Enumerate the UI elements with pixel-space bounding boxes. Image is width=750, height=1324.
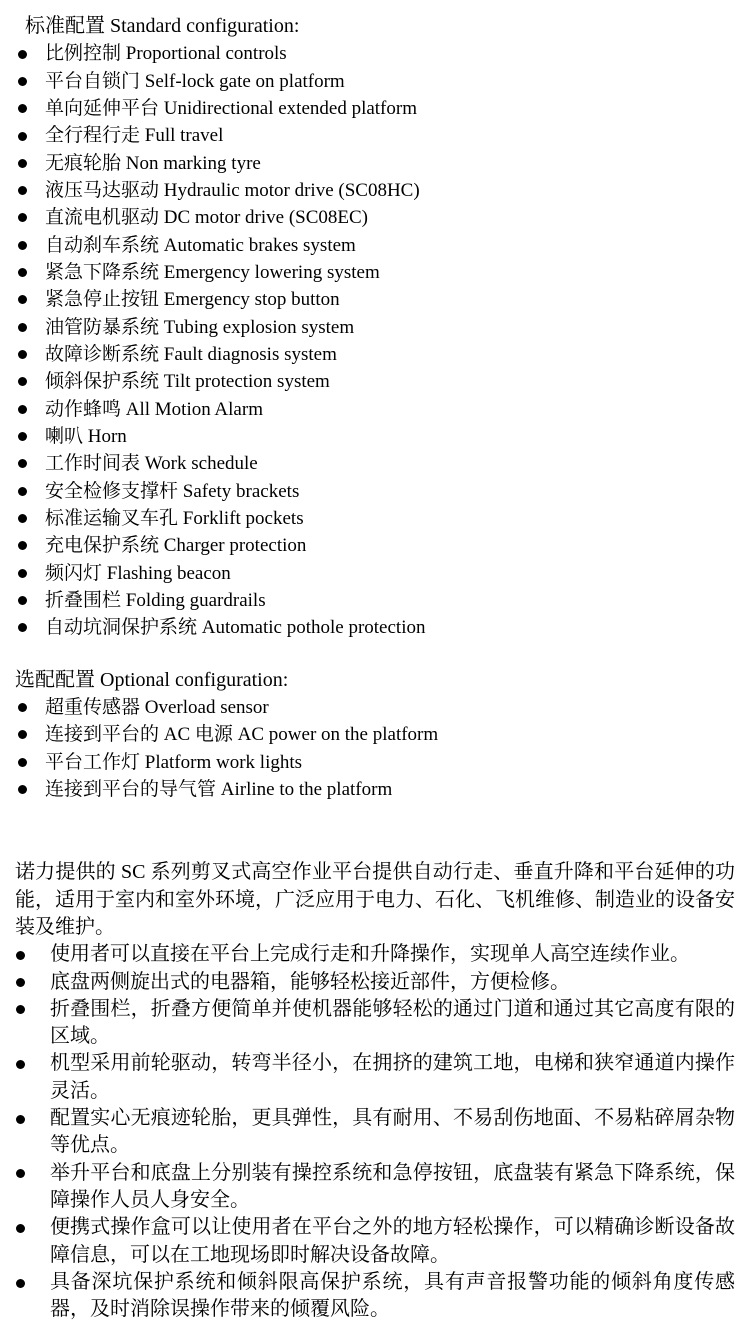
list-item — [15, 368, 750, 395]
list-item — [15, 396, 750, 423]
bullet-icon — [18, 596, 27, 605]
list-item-text: 液压马达驱动 Hydraulic motor drive (SC08HC) — [45, 179, 420, 201]
bullet-icon — [18, 758, 27, 767]
list-item-text: 自动坑洞保护系统 Automatic pothole protection — [45, 617, 426, 639]
list-item-text: 折叠围栏 Folding guardrails — [45, 589, 266, 611]
list-item-text: 便携式操作盒可以让使用者在平台之外的地方轻松操作，可以精确诊断设备故障信息，可以在工地现场即时解决设备故障。 — [50, 1216, 735, 1266]
bullet-icon — [18, 350, 27, 359]
bullet-icon — [18, 405, 27, 414]
list-item-text: 全行程行走 Full travel — [45, 125, 224, 147]
list-item-text: 配置实心无痕迹轮胎，更具弹性，具有耐用、不易刮伤地面、不易粘碎屑杂物等优点。 — [50, 1107, 735, 1157]
list-item-text: 充电保护系统 Charger protection — [45, 535, 307, 557]
standard-config-list — [0, 40, 750, 641]
list-item — [15, 341, 750, 368]
list-item — [15, 177, 750, 204]
list-item — [15, 232, 750, 259]
feature-list — [15, 941, 735, 1324]
list-item-text: 连接到平台的导气管 Airline to the platform — [45, 778, 393, 800]
list-item — [15, 941, 735, 968]
list-item-text: 超重传感器 Overload sensor — [45, 696, 269, 718]
list-item — [15, 259, 750, 286]
bullet-icon — [18, 541, 27, 550]
list-item — [15, 721, 750, 748]
bullet-icon — [18, 514, 27, 523]
list-item-text: 平台工作灯 Platform work lights — [45, 751, 303, 773]
list-item-text: 机型采用前轮驱动，转弯半径小，在拥挤的建筑工地，电梯和狭窄通道内操作灵活。 — [50, 1052, 735, 1102]
list-item — [15, 1269, 735, 1324]
bullet-icon — [18, 186, 27, 195]
bullet-icon — [18, 268, 27, 277]
list-item — [15, 1160, 735, 1215]
list-item — [15, 614, 750, 641]
list-item — [15, 314, 750, 341]
list-item — [15, 505, 750, 532]
list-item-text: 紧急下降系统 Emergency lowering system — [45, 261, 380, 283]
bullet-icon — [18, 77, 27, 86]
list-item-text: 平台自锁门 Self-lock gate on platform — [45, 70, 345, 92]
list-item — [15, 204, 750, 231]
list-item — [15, 1105, 735, 1160]
bullet-icon — [18, 213, 27, 222]
bullet-icon — [18, 323, 27, 332]
bullet-icon — [18, 432, 27, 441]
list-item-text: 直流电机驱动 DC motor drive (SC08EC) — [45, 207, 368, 229]
list-item — [15, 122, 750, 149]
bullet-icon — [18, 623, 27, 632]
bullet-icon — [18, 703, 27, 712]
list-item — [15, 150, 750, 177]
product-intro-paragraph: 诺力提供的 SC 系列剪叉式高空作业平台提供自动行走、垂直升降和平台延伸的功能，适用于室内和室外环境，广泛应用于电力、石化、飞机维修、制造业的设备安装及维护。 — [15, 861, 735, 938]
bullet-icon — [18, 104, 27, 113]
product-description-section — [15, 859, 735, 1324]
list-item-text: 单向延伸平台 Unidirectional extended platform — [45, 97, 417, 119]
bullet-icon — [16, 951, 25, 960]
standard-config-title: 标准配置 Standard configuration: — [25, 15, 300, 37]
bullet-icon — [18, 377, 27, 386]
list-item — [15, 286, 750, 313]
list-item-text: 油管防暴系统 Tubing explosion system — [45, 316, 355, 338]
list-item-text: 故障诊断系统 Fault diagnosis system — [45, 343, 337, 365]
list-item-text: 底盘两侧旋出式的电器箱，能够轻松接近部件，方便检修。 — [50, 970, 570, 993]
list-item-text: 标准运输叉车孔 Forklift pockets — [45, 507, 304, 529]
optional-config-list — [0, 694, 750, 803]
list-item-text: 频闪灯 Flashing beacon — [45, 562, 231, 584]
list-item-text: 工作时间表 Work schedule — [45, 453, 258, 475]
bullet-icon — [18, 730, 27, 739]
bullet-icon — [16, 1169, 25, 1178]
list-item-text: 举升平台和底盘上分别装有操控系统和急停按钮，底盘装有紧急下降系统，保障操作人员人身安全。 — [50, 1161, 735, 1212]
bullet-icon — [16, 1060, 25, 1069]
list-item — [15, 694, 750, 721]
list-item — [15, 1050, 735, 1105]
bullet-icon — [18, 295, 27, 304]
list-item-text: 自动刹车系统 Automatic brakes system — [45, 234, 356, 256]
optional-config-title: 选配配置 Optional configuration: — [15, 668, 289, 691]
list-item — [15, 95, 750, 122]
list-item — [15, 1214, 735, 1269]
bullet-icon — [18, 132, 27, 141]
list-item-text: 喇叭 Horn — [45, 425, 127, 447]
list-item — [15, 560, 750, 587]
list-item-text: 比例控制 Proportional controls — [45, 43, 287, 65]
bullet-icon — [18, 487, 27, 496]
list-item-text: 折叠围栏，折叠方便简单并使机器能够轻松的通过门道和通过其它高度有限的区域。 — [50, 997, 735, 1048]
list-item — [15, 40, 750, 67]
list-item-text: 安全检修支撑杆 Safety brackets — [45, 480, 300, 502]
bullet-icon — [18, 785, 27, 794]
bullet-icon — [16, 1224, 25, 1233]
bullet-icon — [18, 159, 27, 168]
list-item — [15, 587, 750, 614]
list-item-text: 动作蜂鸣 All Motion Alarm — [45, 398, 263, 420]
list-item — [15, 749, 750, 776]
list-item — [15, 478, 750, 505]
bullet-icon — [18, 459, 27, 468]
bullet-icon — [16, 1115, 25, 1124]
list-item-text: 紧急停止按钮 Emergency stop button — [45, 289, 340, 311]
list-item-text: 倾斜保护系统 Tilt protection system — [45, 371, 330, 393]
list-item-text: 具备深坑保护系统和倾斜限高保护系统，具有声音报警功能的倾斜角度传感器，及时消除误操作带来的倾覆风险。 — [50, 1271, 735, 1321]
list-item — [15, 450, 750, 477]
bullet-icon — [18, 50, 27, 59]
list-item-text: 使用者可以直接在平台上完成行走和升降操作，实现单人高空连续作业。 — [50, 943, 690, 966]
list-item — [15, 532, 750, 559]
list-item — [15, 969, 735, 996]
list-item — [15, 776, 750, 803]
list-item-text: 无痕轮胎 Non marking tyre — [45, 152, 261, 174]
list-item — [15, 68, 750, 95]
list-item-text: 连接到平台的 AC 电源 AC power on the platform — [45, 724, 439, 746]
bullet-icon — [18, 569, 27, 578]
bullet-icon — [18, 241, 27, 250]
list-item — [15, 996, 735, 1051]
bullet-icon — [16, 1279, 25, 1288]
list-item — [15, 423, 750, 450]
bullet-icon — [16, 978, 25, 987]
bullet-icon — [16, 1005, 25, 1014]
